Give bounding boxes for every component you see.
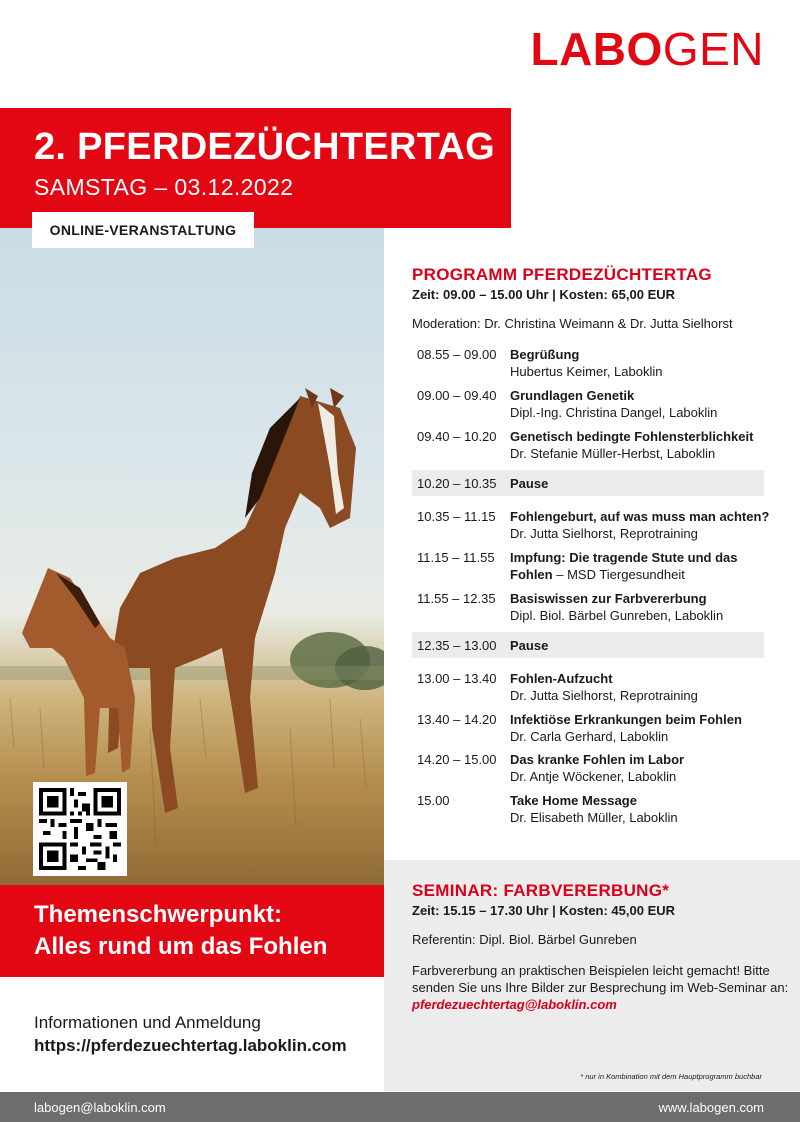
program-moderation: Moderation: Dr. Christina Weimann & Dr. Jutta Sielhorst <box>412 316 733 331</box>
theme-line-2: Alles rund um das Fohlen <box>34 933 328 960</box>
program-speaker: Dr. Antje Wöckener, Laboklin <box>510 769 677 784</box>
event-date: SAMSTAG – 03.12.2022 <box>34 174 294 200</box>
program-time: 13.40 – 14.20 <box>417 712 497 727</box>
seminar-description <box>412 962 792 1013</box>
program-time: 14.20 – 15.00 <box>417 752 497 767</box>
seminar-title: SEMINAR: FARBVERERBUNG* <box>412 881 670 900</box>
seminar-footnote: * nur in Kombination mit dem Hauptprogramm buchbar <box>580 1072 762 1081</box>
footer-bar <box>0 1092 800 1122</box>
program-speaker: Dr. Jutta Sielhorst, Reprotraining <box>510 688 698 703</box>
logo-light: GEN <box>662 23 764 75</box>
program-time: 08.55 – 09.00 <box>417 347 497 362</box>
program-speaker: Dr. Jutta Sielhorst, Reprotraining <box>510 526 698 541</box>
theme-box <box>0 885 384 977</box>
program-time: 09.00 – 09.40 <box>417 388 497 403</box>
info-label: Informationen und Anmeldung <box>34 1013 261 1032</box>
seminar-desc-text: Farbvererbung an praktischen Beispielen leicht gemacht! Bitte senden Sie uns Ihre Bilder zur Besprechung im Web-Seminar an: <box>412 963 789 995</box>
footer-website-link[interactable]: www.labogen.com <box>658 1100 764 1115</box>
program-speaker: Dipl.-Ing. Christina Dangel, Laboklin <box>510 405 718 420</box>
footer-email-link[interactable]: labogen@laboklin.com <box>34 1100 166 1115</box>
program-time: 15.00 <box>417 793 450 808</box>
program-topic: Infektiöse Erkrankungen beim Fohlen <box>510 712 742 727</box>
program-topic: Impfung: Die tragende Stute und das <box>510 550 738 565</box>
program-time: 11.55 – 12.35 <box>417 591 496 606</box>
program-time: 13.00 – 13.40 <box>417 671 497 686</box>
labogen-logo <box>530 23 764 75</box>
program-topic: Pause <box>510 476 549 491</box>
program-speaker: Hubertus Keimer, Laboklin <box>510 364 663 379</box>
program-speaker: Dipl. Biol. Bärbel Gunreben, Laboklin <box>510 608 724 623</box>
program-title: PROGRAMM PFERDEZÜCHTERTAG <box>412 265 712 284</box>
program-topic: Basiswissen zur Farbvererbung <box>510 591 707 606</box>
theme-line-1: Themenschwerpunkt: <box>34 901 283 928</box>
program-row-pause <box>412 632 764 658</box>
program-time: 12.35 – 13.00 <box>417 638 497 653</box>
event-title: 2. PFERDEZÜCHTERTAG <box>34 126 496 168</box>
program-speaker: Dr. Stefanie Müller-Herbst, Laboklin <box>510 446 716 461</box>
program-meta: Zeit: 09.00 – 15.00 Uhr | Kosten: 65,00 EUR <box>412 287 676 302</box>
program-topic: Pause <box>510 638 549 653</box>
program-time: 10.35 – 11.15 <box>417 509 496 524</box>
online-event-tag: ONLINE-VERANSTALTUNG <box>32 212 254 248</box>
program-topic: Begrüßung <box>510 347 580 362</box>
seminar-referent: Referentin: Dipl. Biol. Bärbel Gunreben <box>412 932 637 947</box>
seminar-email-link[interactable]: pferdezuechtertag@laboklin.com <box>412 997 617 1012</box>
logo-bold: LABO <box>530 23 663 75</box>
program-topic: Das kranke Fohlen im Labor <box>510 752 685 767</box>
qr-code[interactable] <box>33 782 127 876</box>
program-speaker: Dr. Elisabeth Müller, Laboklin <box>510 810 678 825</box>
program-topic: Take Home Message <box>510 793 637 808</box>
program-row-pause <box>412 470 764 496</box>
program-time: 11.15 – 11.55 <box>417 550 495 565</box>
program-topic: Grundlagen Genetik <box>510 388 635 403</box>
seminar-meta: Zeit: 15.15 – 17.30 Uhr | Kosten: 45,00 EUR <box>412 903 676 918</box>
program-topic-cont: Fohlen <box>510 567 553 582</box>
registration-link[interactable]: https://pferdezuechtertag.laboklin.com <box>34 1036 347 1055</box>
program-time: 09.40 – 10.20 <box>417 429 497 444</box>
program-time: 10.20 – 10.35 <box>417 476 497 491</box>
seminar-box <box>384 860 800 1091</box>
program-topic: Fohlengeburt, auf was muss man achten? <box>510 509 770 524</box>
program-topic: Genetisch bedingte Fohlensterblichkeit <box>510 429 754 444</box>
program-topic: Fohlen-Aufzucht <box>510 671 613 686</box>
title-banner <box>0 108 511 228</box>
program-speaker: – MSD Tiergesundheit <box>552 567 685 582</box>
program-speaker: Dr. Carla Gerhard, Laboklin <box>510 729 669 744</box>
registration-info <box>34 1013 347 1056</box>
